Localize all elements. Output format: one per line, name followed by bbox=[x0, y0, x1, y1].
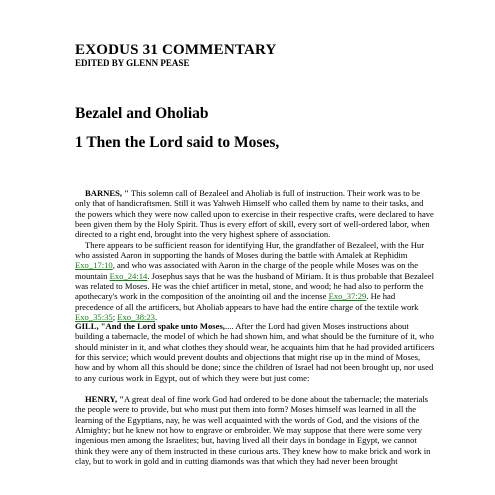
barnes-text-b: , and who was associated with Aaron in the charge of the people while Moses was on the mountain bbox=[75, 260, 419, 281]
gill-lead: GILL, "And the Lord spake unto Moses, bbox=[75, 321, 225, 331]
document-title: EXODUS 31 COMMENTARY bbox=[75, 42, 277, 58]
henry-lead: HENRY, " bbox=[85, 394, 125, 404]
henry-commentary bbox=[75, 394, 435, 466]
gill-text: .... After the Lord had given Moses instructions about building a tabernacle, the model of which he had shown him, and what should be the furniture of it, who should minister in it, and what clothes they should wear, he acquaints him that he had provided artificers for this service; which would prevent doubts and objections that might rise up in the mind of Moses, how and by whom all this should be done; since the children of Israel had not been brought up, nor used to any curious work in Egypt, out of which they were but just come: bbox=[75, 321, 435, 383]
editor-line: EDITED BY GLENN PEASE bbox=[75, 58, 190, 68]
barnes-text-e: ; bbox=[112, 312, 118, 323]
gill-paragraph bbox=[75, 321, 435, 383]
gill-commentary bbox=[75, 321, 435, 383]
scripture-link[interactable]: Exo_24:14 bbox=[109, 270, 148, 281]
scripture-link[interactable]: Exo_38:23 bbox=[117, 312, 155, 323]
scripture-link[interactable]: Exo_17:10 bbox=[75, 260, 113, 271]
barnes-text-a: There appears to be sufficient reason for identifying Hur, the grandfather of Bezaleel, with the Hur who assisted Aaron in supporting the hands of Moses during the battle with Amalek at Rephidim bbox=[75, 239, 425, 261]
scripture-link[interactable]: Exo_37:29 bbox=[328, 291, 367, 302]
verse-heading: 1 Then the Lord said to Moses, bbox=[75, 134, 280, 151]
scripture-link[interactable]: Exo_35:35 bbox=[75, 312, 113, 323]
barnes-commentary bbox=[75, 188, 435, 322]
henry-text: A great deal of fine work God had ordered to be done about the tabernacle; the materials the people were to provide, but who must put them into form? Moses himself was learned in all the learning of the Egyptians, nay, he was well acquainted with the words of God, and the visions of the Almighty; but he knew not how to engrave or embroider. We may suppose that there were some very ingenious men among the Israelites; but, having lived all their days in bondage in Egypt, we cannot think they were any of them instructed in these curious arts. They knew how to make brick and work in clay, but to work in gold and in cutting diamonds was that which they had never been brought bbox=[75, 394, 431, 467]
barnes-text-f: . bbox=[154, 312, 158, 323]
barnes-paragraph-2 bbox=[75, 240, 435, 323]
barnes-paragraph-1 bbox=[75, 188, 435, 240]
barnes-text-c: . Josephus says that he was the husband of Miriam. It is thus probable that Bezaleel was related to Moses. He was the chief artificer in metal, stone, and wood; he had also to perform the apothecary's work in the composition of the anointing oil and the incense bbox=[75, 270, 434, 302]
barnes-text-d: . He had precedence of all the artificers, but Aholiab appears to have had the entire charge of the textile work bbox=[75, 291, 419, 312]
section-heading: Bezalel and Oholiab bbox=[75, 105, 209, 122]
barnes-text: This solemn call of Bezaleel and Aholiab is full of instruction. Their work was to be only that of handicraftsmen. Still it was Yahweh Himself who called them by name to their tasks, and the powers which they were now called upon to exercise in their respective crafts, were declared to have been given them by the Holy Spirit. Thus is every effort of skill, every sort of well-ordered labor, when directed to a right end, brought into the very highest sphere of association. bbox=[75, 188, 434, 240]
henry-paragraph bbox=[75, 394, 435, 466]
barnes-lead: BARNES, " bbox=[85, 188, 129, 198]
